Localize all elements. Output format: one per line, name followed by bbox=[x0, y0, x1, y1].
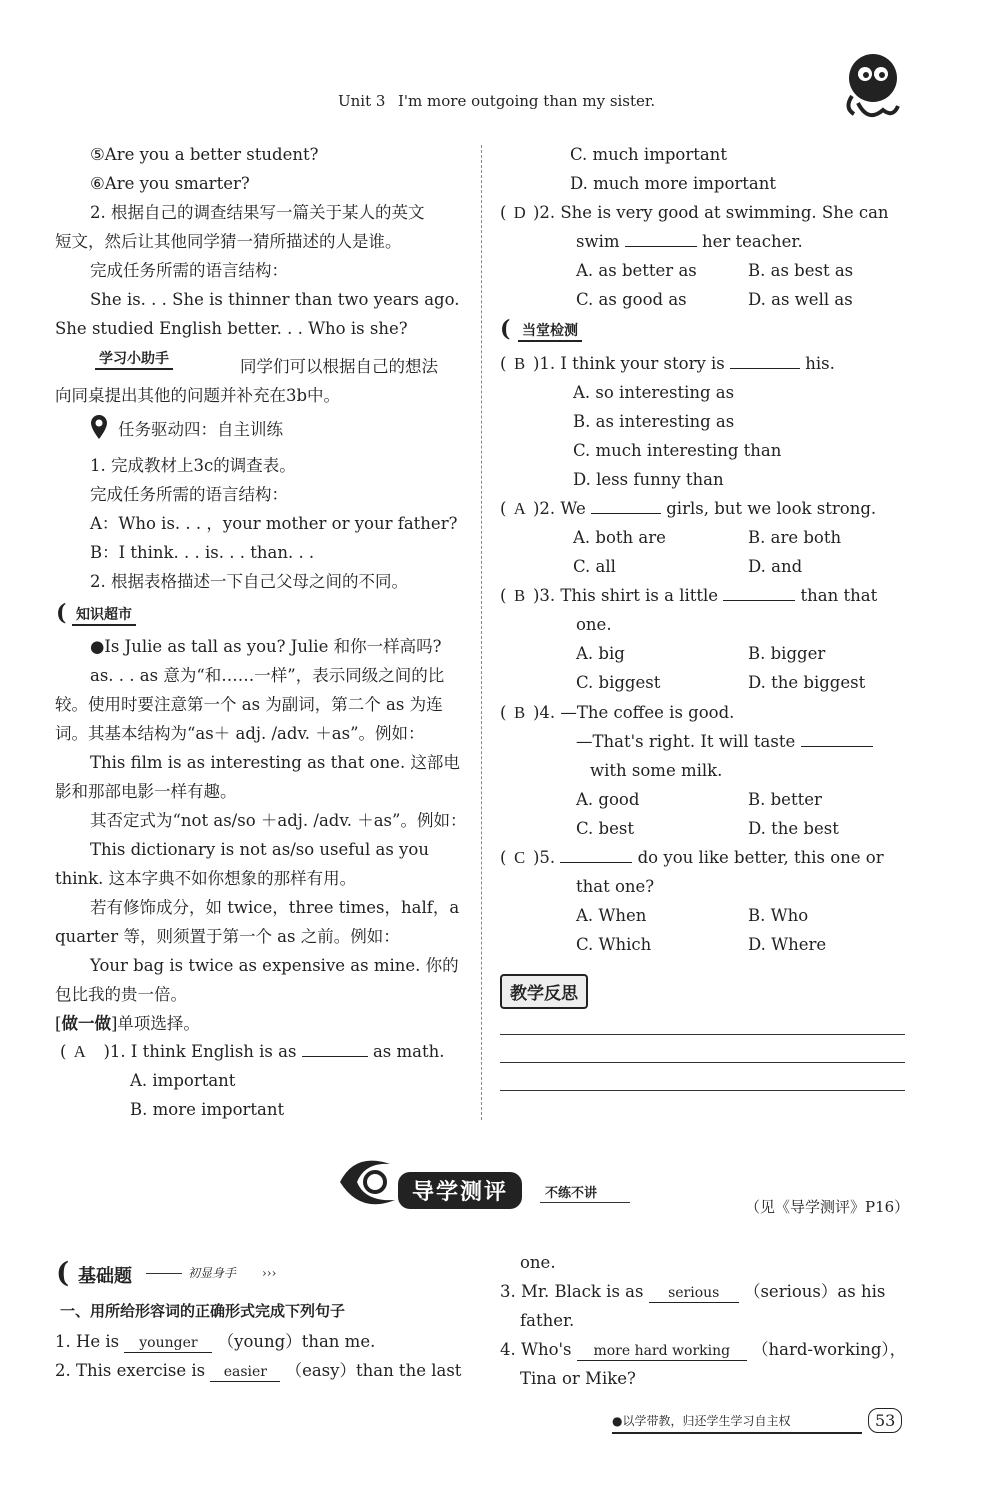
knowledge-line13: 包比我的贵一倍。 bbox=[55, 985, 187, 1004]
knowledge-line6: 影和那部电影一样有趣。 bbox=[55, 782, 237, 801]
check-question-4-line2: —That's right. It will taste bbox=[576, 727, 873, 756]
answer: D bbox=[513, 203, 526, 222]
knowledge-line8: This dictionary is not as/so useful as you bbox=[90, 840, 429, 859]
q2-option-a: A. as better as bbox=[576, 261, 697, 280]
knowledge-line1: ●Is Julie as tall as you? Julie 和你一样高吗? bbox=[90, 637, 442, 656]
knowledge-line7: 其否定式为“not as/so ＋adj. /adv. ＋as”。例如： bbox=[90, 811, 467, 830]
do-q1-option-b: B. more important bbox=[130, 1100, 285, 1119]
q2-option-c: C. as good as bbox=[576, 290, 687, 309]
basic-question-2-line2: one. bbox=[520, 1253, 556, 1272]
c3-option-c: C. biggest bbox=[576, 673, 661, 692]
basic-question-3: 3. Mr. Black is as serious （serious）as his bbox=[500, 1282, 886, 1301]
c4-option-d: D. the best bbox=[748, 819, 839, 838]
check-question-4-line3: with some milk. bbox=[590, 761, 723, 780]
question-5: ⑤Are you a better student? bbox=[90, 145, 319, 164]
knowledge-line4: 词。其基本结构为“as＋ adj. /adv. ＋as”。例如： bbox=[55, 724, 425, 743]
knowledge-line12: Your bag is twice as expensive as mine. 你的 bbox=[90, 956, 459, 975]
check-question-3: ( B )3. This shirt is a little than that bbox=[500, 581, 877, 610]
do-it-tag: 做一做 bbox=[61, 1014, 111, 1033]
question-2: ( D )2. She is very good at swimming. She can bbox=[500, 198, 889, 227]
basic-question-3-line2: father. bbox=[520, 1311, 575, 1330]
check-question-5-line2: that one? bbox=[576, 877, 655, 896]
location-pin-icon bbox=[90, 414, 108, 444]
basic-question-1: 1. He is younger （young）than me. bbox=[55, 1332, 376, 1351]
answer: B bbox=[514, 354, 526, 373]
answer-fill: younger bbox=[124, 1334, 212, 1353]
c3-option-b: B. bigger bbox=[748, 644, 826, 663]
c3-option-d: D. the biggest bbox=[748, 673, 866, 692]
banner-title: 导学测评 bbox=[398, 1172, 522, 1209]
c3-option-a: A. big bbox=[576, 644, 625, 663]
c5-option-d: D. Where bbox=[748, 935, 827, 954]
check-question-5: ( C )5. do you like better, this one or bbox=[500, 843, 884, 872]
question-2-line2: swim her teacher. bbox=[576, 232, 803, 251]
answer: A bbox=[513, 499, 526, 518]
check-tag: 当堂检测 bbox=[518, 320, 582, 342]
knowledge-line11: quarter 等，则须置于第一个 as 之前。例如： bbox=[55, 927, 400, 946]
reflection-line-1 bbox=[500, 1034, 905, 1035]
banner-swirl-icon bbox=[335, 1152, 405, 1216]
do-it-line: [做一做]单项选择。 bbox=[55, 1014, 200, 1033]
footer-motto: ●以学带教，归还学生学习自主权 bbox=[612, 1414, 791, 1428]
do-question-1: ( A )1. I think English is as as math. bbox=[60, 1037, 445, 1066]
check-question-2: ( A )2. We girls, but we look strong. bbox=[500, 494, 876, 523]
c1-option-d: D. less funny than bbox=[573, 470, 724, 489]
c5-option-b: B. Who bbox=[748, 906, 809, 925]
answer-fill: more hard working bbox=[577, 1342, 747, 1361]
bracket-icon: ( bbox=[56, 600, 67, 626]
banner-subtitle: 不练不讲 bbox=[545, 1186, 598, 1201]
basic-question-4: 4. Who's more hard working （hard-working）， bbox=[500, 1340, 907, 1359]
reflection-tag: 教学反思 bbox=[500, 974, 588, 1009]
c2-option-d: D. and bbox=[748, 557, 803, 576]
do-q1-option-a: A. important bbox=[130, 1071, 236, 1090]
c2-option-a: A. both are bbox=[573, 528, 666, 547]
banner-reference: （见《导学测评》P16） bbox=[745, 1198, 910, 1216]
knowledge-line2: as. . . as 意为“和……一样”，表示同级之间的比 bbox=[90, 666, 445, 685]
q2-option-b: B. as best as bbox=[748, 261, 854, 280]
header-unit: Unit 3 bbox=[338, 92, 386, 110]
c1-option-a: A. so interesting as bbox=[573, 383, 735, 402]
basic-question-4-line2: Tina or Mike? bbox=[520, 1369, 636, 1388]
answer: B bbox=[514, 703, 526, 722]
knowledge-market-tag: 知识超市 bbox=[72, 604, 136, 626]
knowledge-line9: think. 这本字典不如你想象的那样有用。 bbox=[55, 869, 357, 888]
language-structure: 完成任务所需的语言结构： bbox=[90, 261, 288, 280]
c5-option-c: C. Which bbox=[576, 935, 652, 954]
reflection-line-2 bbox=[500, 1062, 905, 1063]
c4-option-b: B. better bbox=[748, 790, 822, 809]
arrow-icon: ››› bbox=[262, 1266, 277, 1280]
c2-option-b: B. are both bbox=[748, 528, 842, 547]
helper-tag: 学习小助手 bbox=[95, 348, 173, 370]
task4-dialog-b: B：I think. . . is. . . than. . . bbox=[90, 543, 315, 562]
answer: C bbox=[514, 848, 526, 867]
answer-fill: serious bbox=[649, 1284, 739, 1303]
answer: B bbox=[514, 586, 526, 605]
check-question-3-line2: one. bbox=[576, 615, 612, 634]
c5-option-a: A. When bbox=[576, 906, 647, 925]
helper-line1: 同学们可以根据自己的想法 bbox=[240, 357, 438, 376]
task2-line1: 2. 根据自己的调查结果写一篇关于某人的英文 bbox=[90, 203, 425, 222]
header-title: I'm more outgoing than my sister. bbox=[398, 92, 656, 110]
banner-rule bbox=[540, 1202, 630, 1203]
q2-option-d: D. as well as bbox=[748, 290, 853, 309]
task4-item2: 2. 根据表格描述一下自己父母之间的不同。 bbox=[90, 572, 408, 591]
knowledge-line3: 较。使用时要注意第一个 as 为副词，第二个 as 为连 bbox=[55, 695, 443, 714]
option-d: D. much more important bbox=[570, 174, 777, 193]
reflection-line-3 bbox=[500, 1090, 905, 1091]
option-c: C. much important bbox=[570, 145, 727, 164]
knowledge-line10: 若有修饰成分，如 twice，three times，half，a bbox=[90, 898, 460, 917]
check-question-4: ( B )4. —The coffee is good. bbox=[500, 698, 734, 727]
footer-rule bbox=[612, 1432, 862, 1434]
task4-dialog-a: A：Who is. . . ，your mother or your father? bbox=[90, 514, 458, 533]
answer: A bbox=[73, 1042, 86, 1061]
mascot-icon bbox=[838, 48, 908, 132]
basic-rule bbox=[146, 1273, 182, 1274]
check-question-1: ( B )1. I think your story is his. bbox=[500, 349, 835, 378]
bracket-icon: ( bbox=[500, 316, 511, 342]
bracket-icon: ( bbox=[56, 1256, 70, 1289]
helper-line2: 向同桌提出其他的问题并补充在3b中。 bbox=[55, 386, 341, 405]
c1-option-b: B. as interesting as bbox=[573, 412, 735, 431]
task4-title: 任务驱动四：自主训练 bbox=[118, 420, 283, 439]
c1-option-c: C. much interesting than bbox=[573, 441, 782, 460]
section-heading: 一、用所给形容词的正确形式完成下列句子 bbox=[60, 1302, 346, 1320]
basic-subtitle: 初显身手 bbox=[188, 1266, 237, 1280]
page-number: 53 bbox=[868, 1408, 902, 1433]
basic-tag: 基础题 bbox=[78, 1266, 132, 1287]
knowledge-line5: This film is as interesting as that one. 这部电 bbox=[90, 753, 460, 772]
task4-structure: 完成任务所需的语言结构： bbox=[90, 485, 288, 504]
c2-option-c: C. all bbox=[573, 557, 616, 576]
example-she-2: She studied English better. . . Who is she? bbox=[55, 319, 408, 338]
c4-option-a: A. good bbox=[576, 790, 640, 809]
c4-option-c: C. best bbox=[576, 819, 634, 838]
example-she-1: She is. . . She is thinner than two years ago. bbox=[90, 290, 460, 309]
task2-line2: 短文，然后让其他同学猜一猜所描述的人是谁。 bbox=[55, 232, 402, 251]
column-divider bbox=[481, 145, 482, 1120]
task4-item1: 1. 完成教材上3c的调查表。 bbox=[90, 456, 296, 475]
basic-question-2: 2. This exercise is easier （easy）than the last bbox=[55, 1361, 462, 1380]
question-6: ⑥Are you smarter? bbox=[90, 174, 250, 193]
answer-fill: easier bbox=[210, 1363, 280, 1382]
